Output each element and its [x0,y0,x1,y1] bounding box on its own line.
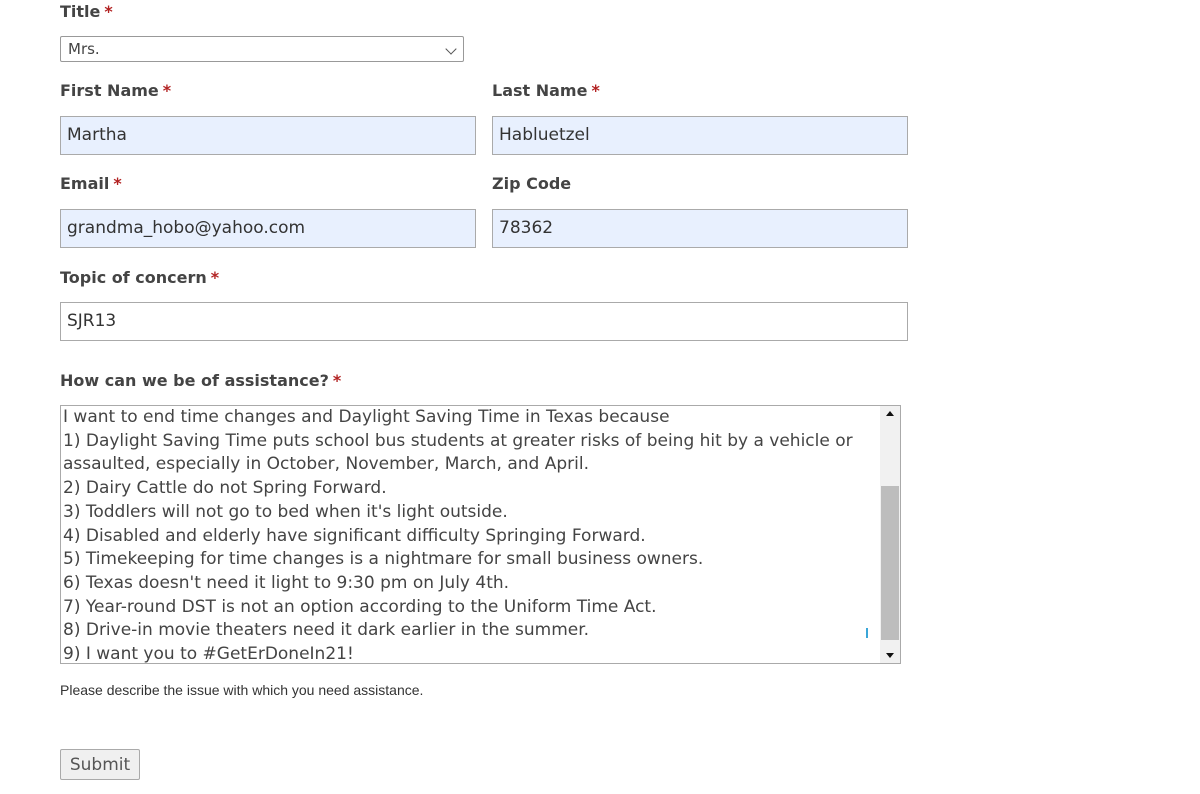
topic-field[interactable] [60,302,908,341]
required-asterisk: * [332,371,342,390]
text-line: assaulted, especially in October, November, March, and April. [63,454,589,475]
required-asterisk: * [591,81,600,100]
assistance-help-text: Please describe the issue with which you need assistance. [60,682,424,698]
text-line: 9) I want you to #GetErDoneIn21! [63,644,354,664]
last-name-field[interactable] [492,116,908,155]
text-line: 4) Disabled and elderly have significant difficulty Springing Forward. [63,525,646,546]
text-line: 5) Timekeeping for time changes is a nightmare for small business owners. [63,549,704,570]
email-value: grandma_hobo@yahoo.com [67,218,306,238]
text-line: 1) Daylight Saving Time puts school bus students at greater risks of being hit by a vehicle or [63,430,853,451]
email-field[interactable] [60,209,476,248]
textarea-scrollbar[interactable] [880,406,900,663]
zip-code-label [492,174,571,193]
first-name-value: Martha [67,125,127,145]
assistance-textarea[interactable] [60,405,901,664]
last-name-label-text: Last Name [492,81,588,100]
title-label [60,2,113,21]
first-name-field[interactable] [60,116,476,155]
assistance-label [60,371,341,390]
last-name-label [492,81,600,100]
first-name-label-text: First Name [60,81,159,100]
assistance-text [63,406,878,664]
last-name-value: Habluetzel [499,125,590,145]
email-label [60,174,122,193]
zip-code-value: 78362 [499,218,554,238]
text-line: I want to end time changes and Daylight Saving Time in Texas because [63,407,670,427]
required-asterisk: * [104,2,113,21]
text-line: 3) Toddlers will not go to bed when it's light outside. [63,501,508,522]
text-line: 7) Year-round DST is not an option according to the Uniform Time Act. [63,596,657,617]
email-label-text: Email [60,174,110,193]
triangle-down-icon[interactable] [880,647,900,663]
text-line: 2) Dairy Cattle do not Spring Forward. [63,478,387,499]
chevron-down-icon [445,43,456,54]
text-line: 6) Texas doesn't need it light to 9:30 pm on July 4th. [63,572,510,593]
title-label-text: Title [60,2,101,21]
topic-label [60,268,219,287]
first-name-label [60,81,171,100]
required-asterisk: * [162,81,172,100]
submit-button[interactable]: Submit [60,749,140,780]
title-select[interactable] [60,36,464,62]
required-asterisk: * [210,268,220,287]
zip-code-field[interactable] [492,209,908,248]
title-select-value: Mrs. [68,40,100,58]
triangle-up-icon[interactable] [880,406,900,422]
text-line: 8) Drive-in movie theaters need it dark earlier in the summer. [63,620,590,641]
zip-code-label-text: Zip Code [492,174,572,193]
assistance-label-text: How can we be of assistance? [60,371,329,390]
topic-value: SJR13 [67,311,117,331]
required-asterisk: * [113,174,122,193]
scrollbar-thumb[interactable] [881,486,899,640]
topic-label-text: Topic of concern [60,268,207,287]
text-cursor [866,628,868,638]
